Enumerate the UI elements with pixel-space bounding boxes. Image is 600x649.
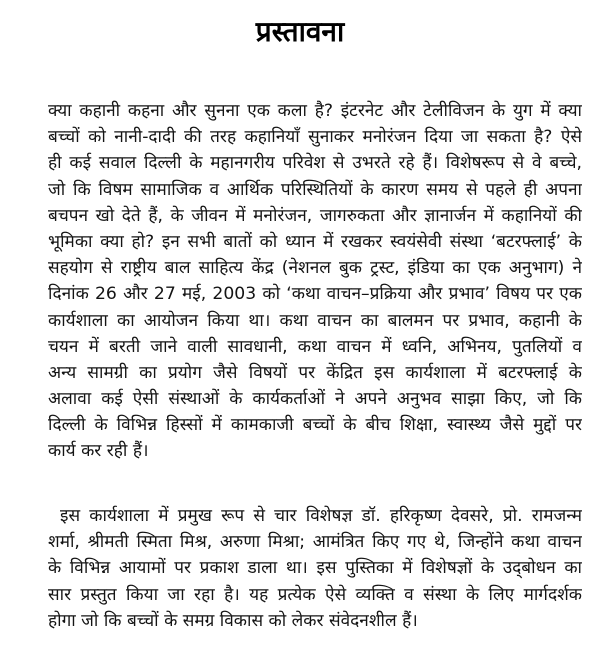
text-line: क्या कहानी कहना और सुनना एक कला है? इंटरनेट और टेलीविजन के युग में क्या	[48, 101, 582, 121]
text-line: कार्य कर रही हैं।	[48, 441, 149, 462]
text-line: अलावा कई ऐसी संस्थाओं के कार्यकर्ताओं ने अपने अनुभव साझा किए, जो कि	[48, 389, 582, 410]
text-line: दिनांक 26 और 27 मई, 2003 को ‘कथा वाचन–प्रक्रिया और प्रभाव’ विषय पर एक	[48, 284, 582, 305]
text-line: जो कि विषम सामाजिक व आर्थिक परिस्थितियों के कारण समय से पहले ही अपना	[48, 179, 582, 200]
text-line: इस कार्यशाला में प्रमुख रूप से चार विशेषज्ञ डॉ. हरिकृष्ण देवसरे, प्रो. रामजन्म	[60, 506, 582, 526]
text-line: अन्य सामग्री का प्रयोग जैसे विषयों पर केंद्रित इस कार्यशाला में बटरफ्लाई के	[48, 362, 582, 383]
text-line: दिल्ली के विभिन्न हिस्सों में कामकाजी बच्चों के बीच शिक्षा, स्वास्थ्य जैसे मुद्दों पर	[48, 415, 582, 436]
text-line: ही कई सवाल दिल्ली के महानगरीय परिवेश से उभरते रहे हैं। विशेषरूप से वे बच्चे,	[48, 153, 582, 174]
paragraph-2	[48, 503, 582, 634]
text-line: के विभिन्न आयामों पर प्रकाश डाला था। इस पुस्तिका में विशेषज्ञों के उद्‌बोधन का	[48, 558, 582, 579]
text-line: भूमिका क्या हो? इन सभी बातों को ध्यान में रखकर स्वयंसेवी संस्था ‘बटरफ्लाई’ के	[48, 231, 582, 252]
text-line: बचपन खो देते हैं, के जीवन में मनोरंजन, जागरुकता और ज्ञानार्जन में कहानियों की	[48, 205, 582, 226]
text-line: सार प्रस्तुत किया जा रहा है। यह प्रत्येक ऐसे व्यक्ति व संस्था के लिए मार्गदर्शक	[48, 584, 582, 605]
text-line: चयन में बरती जाने वाली सावधानी, कथा वाचन में ध्वनि, अभिनय, पुतलियों व	[48, 336, 582, 357]
text-line: बच्चों को नानी-दादी की तरह कहानियाँ सुनाकर मनोरंजन दिया जा सकता है? ऐसे	[48, 127, 582, 148]
text-line: सहयोग से राष्ट्रीय बाल साहित्य केंद्र (नेशनल बुक ट्रस्ट, इंडिया का एक अनुभाग) ने	[48, 258, 582, 279]
text-line: होगा जो कि बच्चों के समग्र विकास को लेकर संवेदनशील हैं।	[48, 610, 418, 631]
paragraph-1	[48, 98, 582, 465]
page-title: प्रस्तावना	[255, 15, 345, 48]
text-line: शर्मा, श्रीमती स्मिता मिश्र, अरुणा मिश्रा; आमंत्रित किए गए थे, जिन्होंने कथा वाचन	[48, 532, 582, 553]
text-line: कार्यशाला का आयोजन किया था। कथा वाचन का बालमन पर प्रभाव, कहानी के	[48, 310, 582, 331]
